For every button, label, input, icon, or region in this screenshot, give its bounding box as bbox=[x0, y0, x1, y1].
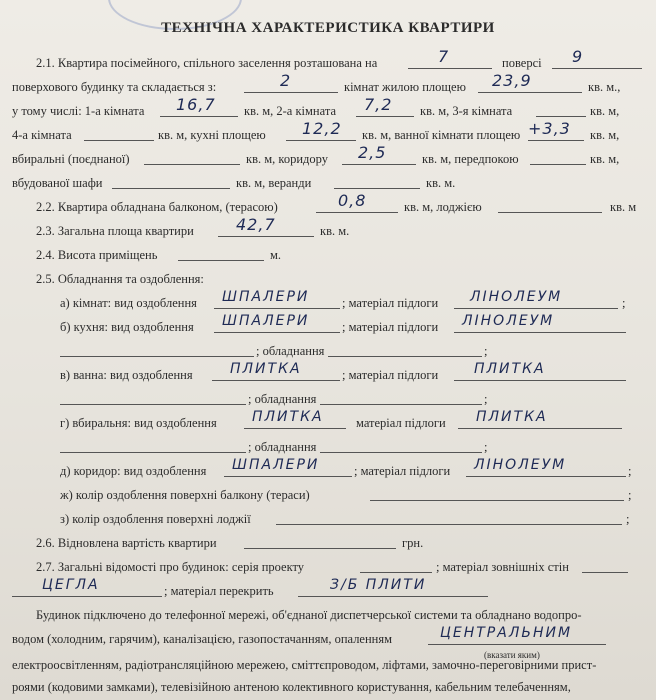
line-2-2: 2.2. Квартира обладнана балконом, (терасою) 0,8 кв. м, лоджією кв. м bbox=[36, 191, 637, 214]
rooms-floor-value: ЛІНОЛЕУМ bbox=[470, 289, 563, 305]
line-walls: ЦЕГЛА ; матеріал перекрить З/Б ПЛИТИ bbox=[0, 580, 656, 602]
line-toilet-finish: г) вбиральня: вид оздоблення ПЛИТКА матеріал підлоги ПЛИТКА bbox=[0, 412, 656, 434]
line-kitchen: 4-а кімната кв. м, кухні площею 12,2 кв. м, ванної кімнати площею +3,3 кв. м, bbox=[12, 119, 620, 142]
page-title: ТЕХНІЧНА ХАРАКТЕРИСТИКА КВАРТИРИ bbox=[161, 20, 495, 36]
line-2-5: 2.5. Обладнання та оздоблення: bbox=[36, 272, 204, 286]
line-building: поверхового будинку та складається з: 2 кімнат жилою площею 23,9 кв. м., bbox=[12, 71, 621, 94]
line-toilet-equipment: ; обладнання ; bbox=[0, 436, 656, 458]
kitchen-value: 12,2 bbox=[302, 119, 342, 138]
line-connections-3: електроосвітленням, радіотрансляційною мережею, сміттєпроводом, ліфтами, замочно-переговірними прист- bbox=[12, 658, 597, 672]
line-connections-4: роями (кодовими замками), телевізійною антеною колективного користування, кабельним телебаченням, bbox=[12, 680, 571, 694]
line-loggia-color: з) колір оздоблення поверхні лоджії ; bbox=[60, 512, 630, 526]
room1-value: 16,7 bbox=[176, 95, 216, 114]
line-2-4: 2.4. Висота приміщень м. bbox=[36, 248, 282, 262]
line-balcony-color: ж) колір оздоблення поверхні балкону (тераси) ; bbox=[60, 488, 632, 502]
line-2-7: 2.7. Загальні відомості про будинок: серія проекту ; матеріал зовнішніх стін bbox=[0, 556, 656, 578]
line-kitchen-finish: б) кухня: вид оздоблення ШПАЛЕРИ ; матеріал підлоги ЛІНОЛЕУМ bbox=[0, 316, 656, 338]
rooms-finish-value: ШПАЛЕРИ bbox=[222, 289, 310, 305]
line-2-3: 2.3. Загальна площа квартири 42,7 кв. м. bbox=[36, 215, 350, 238]
line-connections-2: водом (холодним, гарячим), каналізацією, газопостачанням, опаленням ЦЕНТРАЛЬНИМ (вказати яким) bbox=[0, 628, 656, 650]
bath-value: +3,3 bbox=[528, 119, 571, 138]
line-rooms-finish: а) кімнат: вид оздоблення ШПАЛЕРИ ; матеріал підлоги ЛІНОЛЕУМ ; bbox=[0, 292, 656, 314]
floor-value: 7 bbox=[438, 47, 450, 66]
line-kitchen-equipment: ; обладнання ; bbox=[0, 340, 656, 362]
line-connections-1: Будинок підключено до телефонної мережі, об'єднаної диспетчерської системи та обладнано водопро- bbox=[36, 608, 582, 622]
room2-value: 7,2 bbox=[364, 95, 393, 114]
corridor-floor-value: ЛІНОЛЕУМ bbox=[474, 457, 567, 473]
heating-note: (вказати яким) bbox=[484, 650, 540, 660]
line-bath-finish: в) ванна: вид оздоблення ПЛИТКА ; матеріал підлоги ПЛИТКА bbox=[0, 364, 656, 386]
line-toilet: вбиральні (поєднаної) кв. м, коридору 2,5 кв. м, передпокою кв. м, bbox=[12, 143, 620, 166]
toilet-floor-value: ПЛИТКА bbox=[476, 409, 548, 425]
living-area-value: 23,9 bbox=[492, 71, 532, 90]
slabs-material-value: З/Б ПЛИТИ bbox=[330, 577, 427, 593]
total-area-value: 42,7 bbox=[236, 215, 276, 234]
line-bath-equipment: ; обладнання ; bbox=[0, 388, 656, 410]
balcony-value: 0,8 bbox=[338, 191, 367, 210]
bath-finish-value: ПЛИТКА bbox=[230, 361, 302, 377]
bath-floor-value: ПЛИТКА bbox=[474, 361, 546, 377]
line-2-6: 2.6. Відновлена вартість квартири грн. bbox=[36, 536, 424, 550]
line-corridor-finish: д) коридор: вид оздоблення ШПАЛЕРИ ; матеріал підлоги ЛІНОЛЕУМ ; bbox=[0, 460, 656, 482]
toilet-finish-value: ПЛИТКА bbox=[252, 409, 324, 425]
kitchen-floor-value: ЛІНОЛЕУМ bbox=[462, 313, 555, 329]
kitchen-finish-value: ШПАЛЕРИ bbox=[222, 313, 310, 329]
floors-value: 9 bbox=[572, 47, 584, 66]
heating-value: ЦЕНТРАЛЬНИМ bbox=[440, 625, 573, 641]
rooms-value: 2 bbox=[280, 71, 292, 90]
corridor-finish-value: ШПАЛЕРИ bbox=[232, 457, 320, 473]
line-2-1: 2.1. Квартира посімейного, спільного заселення розташована на 7 поверсі 9 bbox=[0, 52, 656, 74]
line-wardrobe: вбудованої шафи кв. м, веранди кв. м. bbox=[12, 176, 456, 190]
line-rooms: у тому числі: 1-а кімната 16,7 кв. м, 2-а кімната 7,2 кв. м, 3-я кімната кв. м, bbox=[12, 95, 620, 118]
corridor-value: 2,5 bbox=[358, 143, 387, 162]
walls-material-value: ЦЕГЛА bbox=[42, 577, 100, 593]
